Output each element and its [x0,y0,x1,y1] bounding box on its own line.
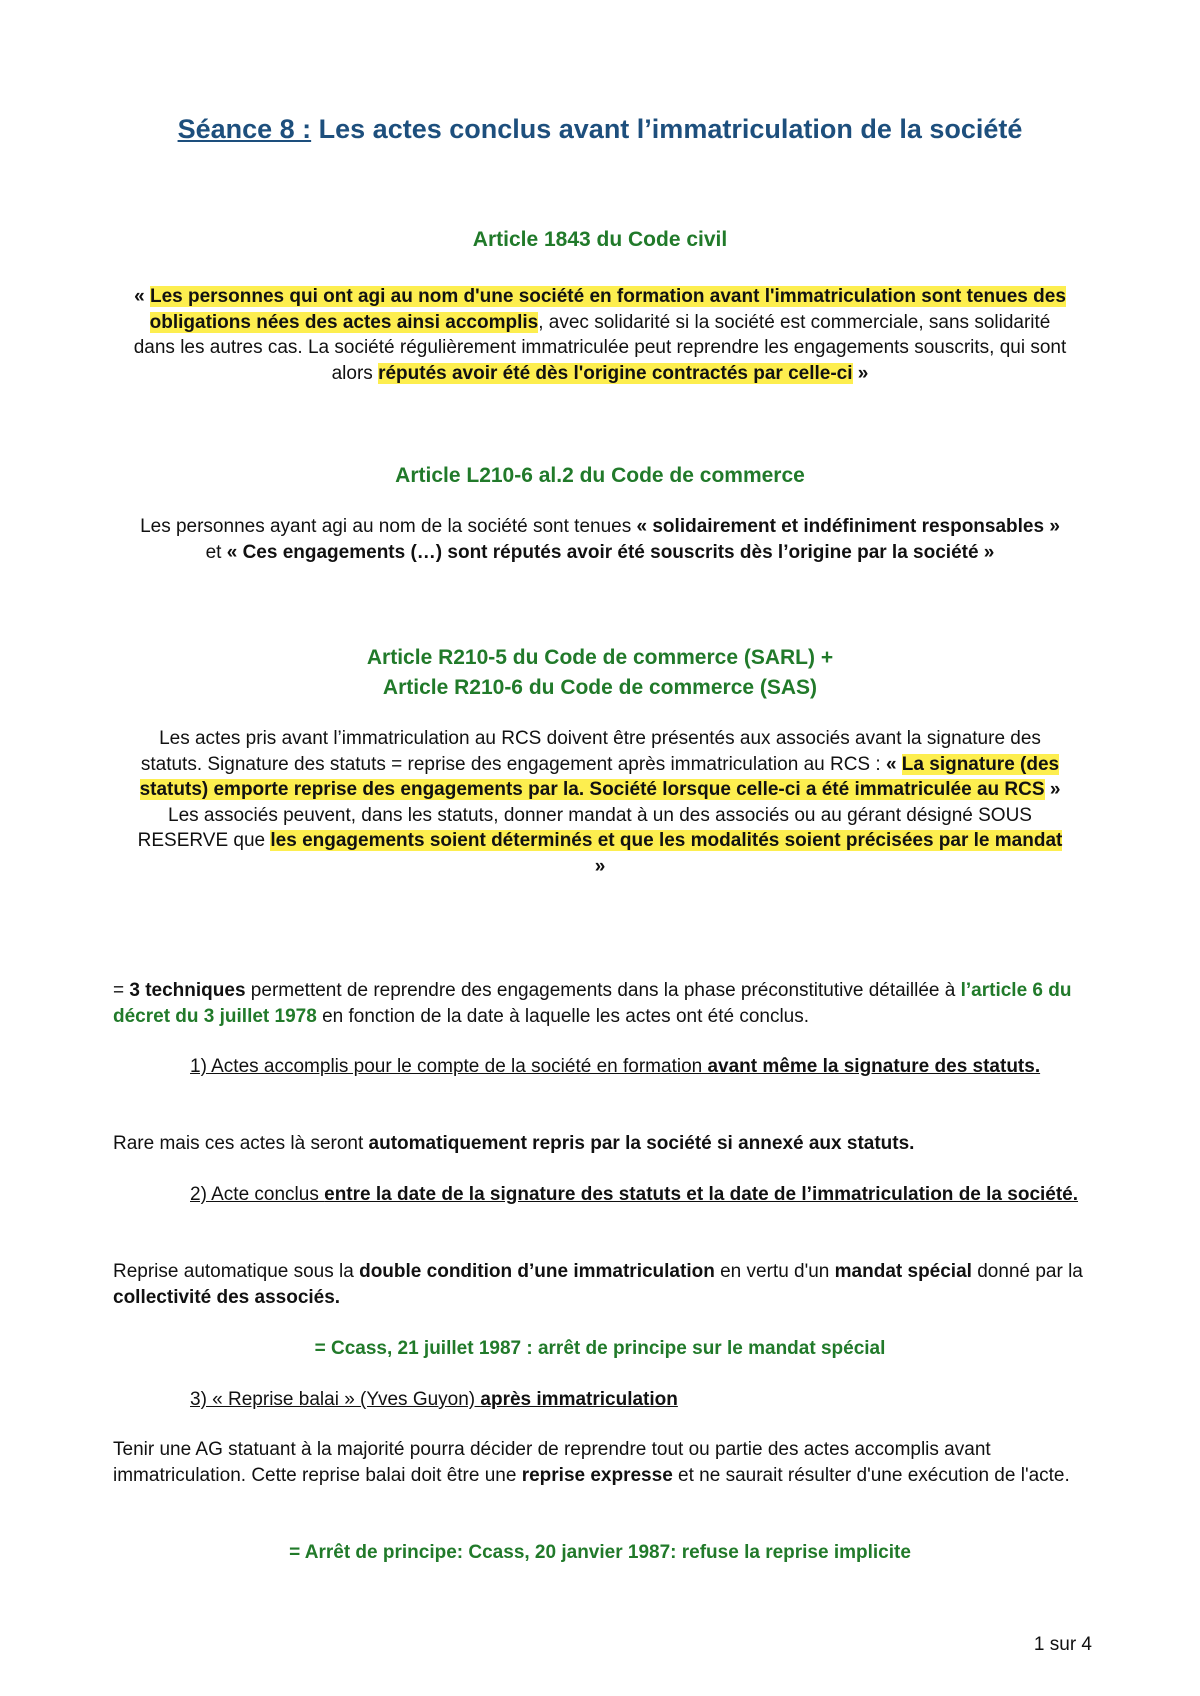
arret-1987-juillet: = Ccass, 21 juillet 1987 : arrêt de principe sur le mandat spécial [314,1338,886,1359]
r210-text-2: Les associés peuvent, dans les statuts, donner mandat à un des associés ou au gérant désigné SOUS RESERVE que [137,804,1032,851]
intro-eq: = [113,980,130,1001]
r210-quote-close: » [1044,779,1061,800]
technique-2-heading [190,1182,1090,1208]
intro-decret: l’article 6 du décret du 3 juillet 1978 [113,980,1072,1027]
t1-bold: avant même la signature des statuts. [707,1056,1041,1077]
l210-text: Les personnes ayant agi au nom de la société sont tenues [140,516,637,537]
article-1843-heading: Article 1843 du Code civil [472,228,728,251]
t3-bold: après immatriculation [480,1389,678,1410]
technique-1-heading [190,1054,1090,1080]
page-number: 1 sur 4 [1033,1634,1092,1655]
technique-1-body [113,1131,1103,1157]
t2-b2: double condition d’une immatriculation [359,1261,715,1282]
quote-open: « [134,286,150,307]
t2-plain: 2) Acte conclus [190,1184,325,1205]
article-l210-heading: Article L210-6 al.2 du Code de commerce [395,464,805,487]
r210-quote-open: « [885,753,902,775]
highlight-obligations: Les personnes qui ont agi au nom d'une société en formation avant l'immatriculation sont tenues des obligations nées des actes ainsi accomplis [149,286,1066,333]
t2-b4: mandat spécial [834,1261,972,1282]
t3-b1: Tenir une AG statuant à la majorité pourra décider de reprendre tout ou partie des actes accomplis avant immatriculation. Cette reprise balai doit être une [113,1439,991,1486]
r210-text-1: Les actes pris avant l’immatriculation au RCS doivent être présentés aux associés avant la signature des statuts. Signature des statuts = reprise des engagement après immatriculation au RCS : [140,728,1041,775]
r210-quote-close-2: » [594,855,606,877]
t1-body-plain: Rare mais ces actes là seront [113,1133,369,1154]
t1-plain: 1) Actes accomplis pour le compte de la société en formation [190,1056,708,1077]
article-1843-body: , avec solidarité si la société est commerciale, sans solidarité dans les autres cas. La société régulièrement immatriculée peut reprendre les engagements souscrits, qui sont alors [133,311,1067,384]
highlight-signature: La signature (des statuts) emporte reprise des engagements par la. Société lorsque celle-ci a été immatriculée au RCS [139,753,1060,800]
technique-3-heading [190,1387,1090,1413]
technique-3-body [113,1437,1103,1488]
t2-b1: Reprise automatique sous la [113,1261,360,1282]
l210-quote-2: « Ces engagements (…) sont réputés avoir été souscrits dès l’origine par la société » [226,541,995,563]
article-r210-body [130,726,1070,879]
l210-et: et [205,541,227,563]
t2-b5: donné par la [971,1261,1083,1282]
article-l210-body [130,514,1070,565]
t3-plain: 3) « Reprise balai » (Yves Guyon) [190,1389,481,1410]
t3-b2: reprise expresse [521,1464,673,1486]
technique-2-body [113,1259,1103,1310]
seance-label: Séance 8 : [177,114,312,144]
article-1843-quote [130,284,1070,386]
intro-end: en fonction de la date à laquelle les actes ont été conclus. [316,1005,810,1027]
t2-b3: en vertu d'un [714,1261,835,1282]
quote-close: » [852,362,869,384]
highlight-reputes: réputés avoir été dès l'origine contractés par celle-ci [378,362,853,384]
page-title [0,114,1200,145]
intro-text: permettent de reprendre des engagements dans la phase préconstitutive détaillée à [245,980,961,1001]
t2-b6: collectivité des associés. [113,1286,341,1308]
intro-bold: 3 techniques [129,980,246,1001]
article-r210-6-heading: Article R210-6 du Code de commerce (SAS) [382,676,818,699]
techniques-intro [113,978,1103,1029]
article-r210-5-heading: Article R210-5 du Code de commerce (SARL) + [366,646,834,669]
highlight-engagements: les engagements soient déterminés et que les modalités soient précisées par le mandat [270,830,1063,851]
t2-bold: entre la date de la signature des statuts et la date de l’immatriculation de la société. [324,1184,1079,1205]
arret-1987-janvier: = Arrêt de principe: Ccass, 20 janvier 1987: refuse la reprise implicite [289,1542,911,1563]
l210-quote-1: « solidairement et indéfiniment responsables » [636,516,1060,537]
t1-body-bold: automatiquement repris par la société si annexé aux statuts. [368,1133,915,1154]
title-text: Les actes conclus avant l’immatriculation de la société [318,114,1023,144]
t3-b3: et ne saurait résulter d'une exécution de l'acte. [672,1464,1070,1486]
